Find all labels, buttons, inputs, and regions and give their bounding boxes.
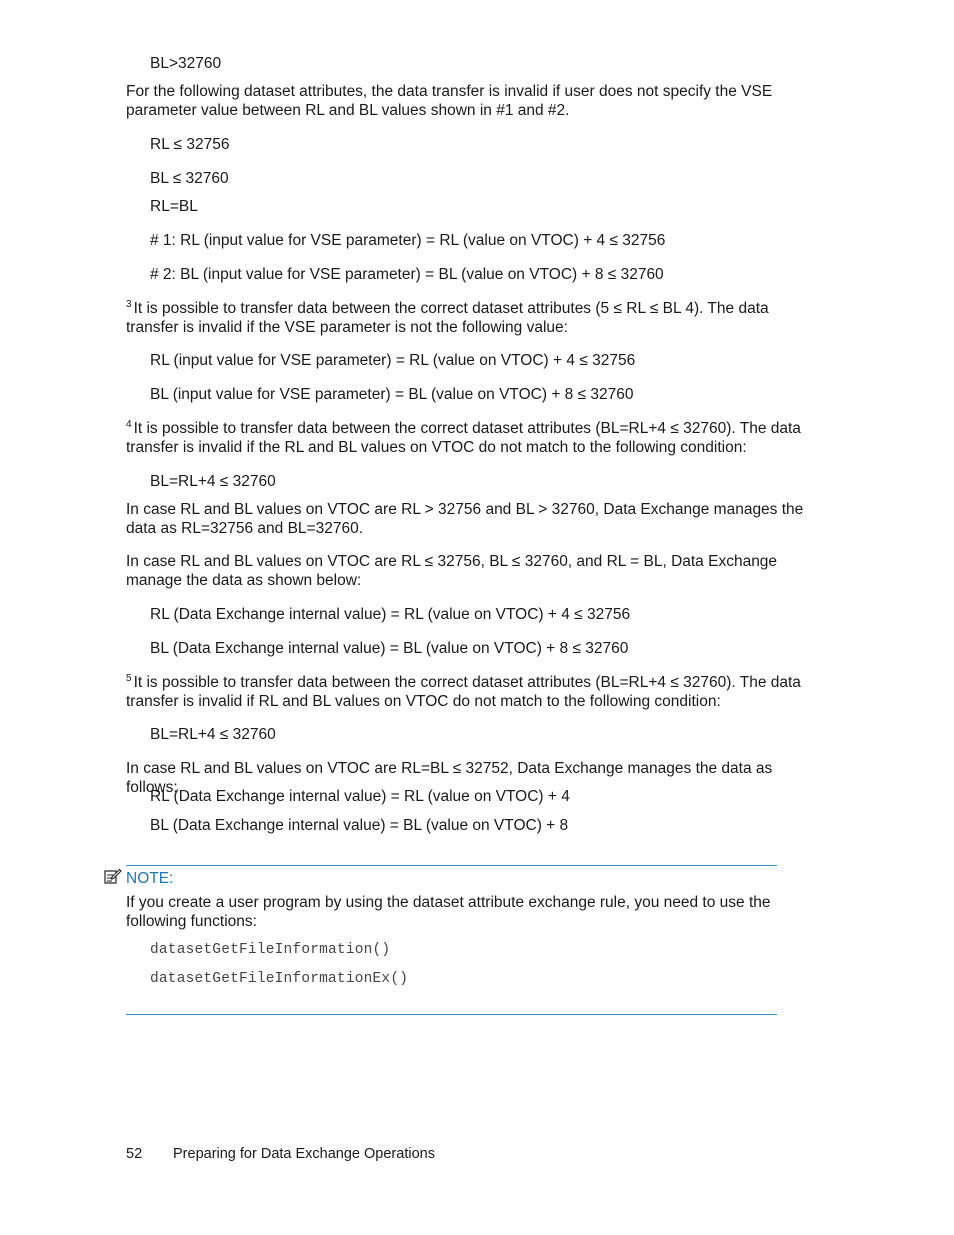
note-label: NOTE: [126, 870, 174, 887]
formula-line: RL (input value for VSE parameter) = RL (value on VTOC) + 4 ≤ 32756 [150, 352, 636, 369]
footnote-marker: 4 [126, 419, 132, 430]
paragraph: For the following dataset attributes, the data transfer is invalid if user does not specify the VSE parameter value between RL and BL values shown in #1 and #2. [126, 83, 773, 119]
footnote-4 [126, 419, 806, 457]
code-function-name: datasetGetFileInformation() [150, 942, 391, 958]
condition-line: BL ≤ 32760 [150, 170, 229, 187]
footnote-marker: 5 [126, 673, 132, 684]
footnote-marker: 3 [126, 299, 132, 310]
formula-line: BL (input value for VSE parameter) = BL (value on VTOC) + 8 ≤ 32760 [150, 386, 634, 403]
note-bottom-rule [126, 1014, 777, 1015]
footnote-text: It is possible to transfer data between the correct dataset attributes (BL=RL+4 ≤ 32760). The data transfer is invalid if the RL and BL values on VTOC do not match to the following condition: [126, 420, 801, 456]
footnote-text: It is possible to transfer data between the correct dataset attributes (5 ≤ RL ≤ BL 4). The data transfer is invalid if the VSE parameter is not the following value: [126, 300, 769, 336]
condition-line: BL=RL+4 ≤ 32760 [150, 473, 276, 490]
condition-line: RL ≤ 32756 [150, 136, 230, 153]
condition-line: BL>32760 [150, 55, 222, 72]
condition-line: RL=BL [150, 198, 198, 215]
formula-line: RL (Data Exchange internal value) = RL (value on VTOC) + 4 ≤ 32756 [150, 606, 631, 623]
paragraph: In case RL and BL values on VTOC are RL > 32756 and BL > 32760, Data Exchange manages the data as RL=32756 and BL=32760. [126, 501, 804, 537]
formula-line: RL (Data Exchange internal value) = RL (value on VTOC) + 4 [150, 788, 570, 805]
formula-line: BL (Data Exchange internal value) = BL (value on VTOC) + 8 [150, 817, 569, 834]
page-number: 52 [126, 1146, 143, 1162]
formula-line: # 1: RL (input value for VSE parameter) = RL (value on VTOC) + 4 ≤ 32756 [150, 232, 666, 249]
footer-section-title: Preparing for Data Exchange Operations [173, 1146, 435, 1162]
paragraph: In case RL and BL values on VTOC are RL=BL ≤ 32752, Data Exchange manages the data as follows: [126, 760, 773, 796]
footnote-5 [126, 673, 806, 711]
note-pencil-icon [104, 868, 122, 884]
note-top-rule [126, 865, 777, 866]
note-text: If you create a user program by using the dataset attribute exchange rule, you need to use the following functions: [126, 894, 771, 930]
paragraph: In case RL and BL values on VTOC are RL ≤ 32756, BL ≤ 32760, and RL = BL, Data Exchange manage the data as shown below: [126, 553, 778, 589]
footnote-text: It is possible to transfer data between the correct dataset attributes (BL=RL+4 ≤ 32760). The data transfer is invalid if RL and BL values on VTOC do not match to the following condition: [126, 674, 801, 710]
formula-line: # 2: BL (input value for VSE parameter) = BL (value on VTOC) + 8 ≤ 32760 [150, 266, 664, 283]
formula-line: BL (Data Exchange internal value) = BL (value on VTOC) + 8 ≤ 32760 [150, 640, 629, 657]
footnote-3 [126, 299, 806, 337]
code-function-name: datasetGetFileInformationEx() [150, 971, 409, 987]
condition-line: BL=RL+4 ≤ 32760 [150, 726, 276, 743]
